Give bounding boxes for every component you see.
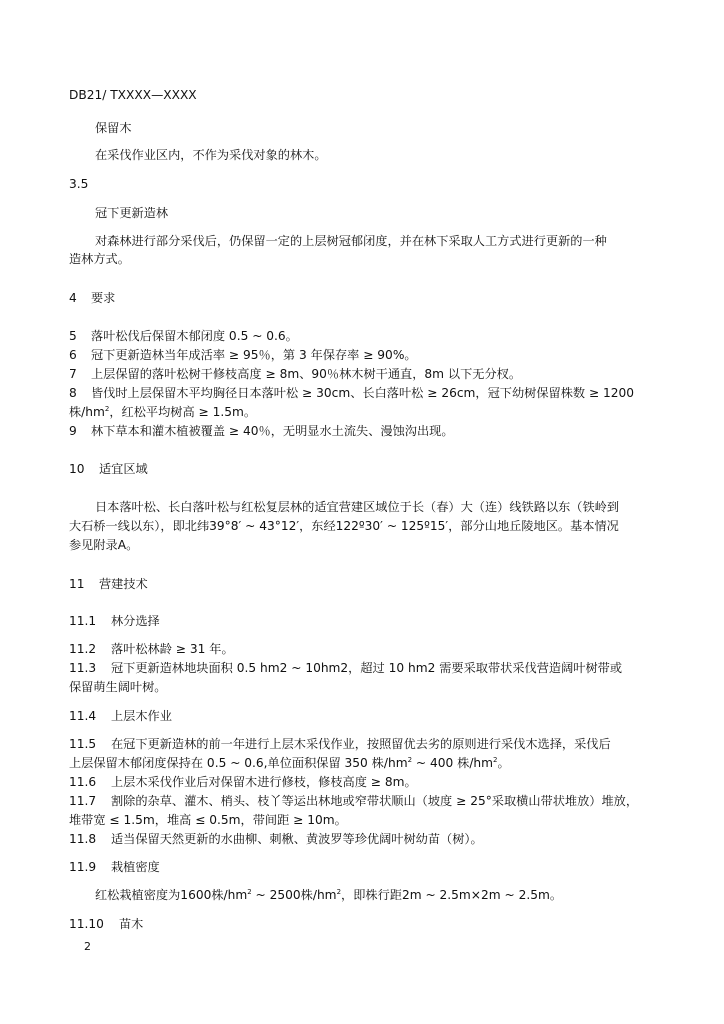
clause-text: 上层木采伐作业后对保留木进行修枝，修枝高度 ≥ 8m。	[111, 775, 417, 789]
clause-text: 林下草本和灌木植被覆盖 ≥ 40％，无明显水土流失、漫蚀沟出现。	[91, 424, 454, 438]
clause-text: 上层保留的落叶松树干修枝高度 ≥ 8m、90％林木树干通直，8m 以下无分杈。	[91, 367, 522, 381]
clause	[69, 327, 298, 345]
clause	[69, 792, 638, 810]
subsection-heading	[69, 707, 172, 725]
paragraph	[95, 886, 562, 904]
clause-text: 冠下更新造林当年成活率 ≥ 95％，第 3 年保存率 ≥ 90%。	[91, 348, 417, 362]
subsection-heading	[69, 915, 143, 933]
term-definition: 在采伐作业区内，不作为采伐对象的林木。	[95, 148, 327, 162]
subsection-number: 11.9	[69, 860, 97, 874]
page-number: 2	[84, 940, 91, 953]
subsection-number: 11.4	[69, 709, 97, 723]
term-number: 3.5	[69, 177, 89, 191]
clause-text: 落叶松林龄 ≥ 31 年。	[111, 642, 234, 656]
clause-number: 5	[69, 329, 77, 343]
term-definition: 对森林进行部分采伐后，仍保留一定的上层树冠郁闭度，并在林下采取人工方式进行更新的一种	[95, 234, 607, 248]
subsection-title: 上层木作业	[111, 709, 172, 723]
clause-text: 冠下更新造林地块面积 0.5 hm2 ~ 10hm2，超过 10 hm2 需要采取带状采伐营造阔叶树带或	[111, 661, 623, 675]
paragraph-text: ~ 2500株/hm	[251, 888, 337, 902]
clause-text: 落叶松伐后保留木郁闭度 0.5 ~ 0.6。	[91, 329, 298, 343]
clause-number: 11.3	[69, 661, 97, 675]
section-title: 营建技术	[99, 577, 148, 591]
clause-number: 11.6	[69, 775, 97, 789]
section-title: 适宜区域	[99, 462, 148, 476]
subsection-title: 苗木	[119, 917, 144, 931]
paragraph-text: 红松栽植密度为1600株/hm	[95, 888, 248, 902]
subsection-title: 林分选择	[111, 614, 160, 628]
superscript: 2	[336, 888, 342, 896]
clause	[69, 640, 234, 658]
term-name: 保留木	[95, 121, 132, 135]
clause	[69, 735, 611, 753]
paragraph-continued: 大石桥一线以东），即北纬39°8′ ~ 43°12′，东经122º30′ ~ 125º15′，部分山地丘陵地区。基本情况	[69, 519, 619, 533]
clause-text: 适当保留天然更新的水曲柳、刺楸、黄波罗等珍优阔叶树幼苗（树）。	[111, 832, 483, 846]
clause-continued	[69, 403, 256, 421]
clause-text: 割除的杂草、灌木、梢头、枝丫等运出林地或窄带状顺山（坡度 ≥ 25°采取横山带状堆放）堆放，	[111, 794, 639, 808]
clause	[69, 830, 483, 848]
clause-text: ，红松平均树高 ≥ 1.5m。	[109, 405, 257, 419]
section-number: 4	[69, 291, 77, 305]
clause	[69, 422, 454, 440]
clause-number: 11.5	[69, 737, 97, 751]
section-heading	[69, 575, 148, 593]
clause	[69, 773, 417, 791]
clause-continued: 保留萌生阔叶树。	[69, 680, 167, 694]
section-number: 10	[69, 462, 85, 476]
clause	[69, 384, 634, 402]
clause	[69, 346, 417, 364]
subsection-title: 栽植密度	[111, 860, 160, 874]
section-heading	[69, 289, 115, 307]
term-name: 冠下更新造林	[95, 206, 169, 220]
clause-text: 在冠下更新造林的前一年进行上层木采伐作业，按照留优去劣的原则进行采伐木选择，采伐后	[111, 737, 611, 751]
superscript: 2	[104, 405, 110, 413]
section-title: 要求	[91, 291, 116, 305]
clause	[69, 659, 622, 677]
clause-number: 8	[69, 386, 77, 400]
term-definition-continued: 造林方式。	[69, 252, 130, 266]
clause-number: 11.8	[69, 832, 97, 846]
clause-number: 7	[69, 367, 77, 381]
document-code: DB21/ TXXXX—XXXX	[69, 88, 197, 102]
subsection-heading	[69, 612, 160, 630]
paragraph: 日本落叶松、长白落叶松与红松复层林的适宜营建区域位于长（春）大（连）线铁路以东（铁岭到	[95, 500, 620, 514]
section-heading	[69, 460, 148, 478]
superscript: 2	[247, 888, 252, 896]
paragraph-text: ，即株行距2m ~ 2.5m×2m ~ 2.5m。	[341, 888, 563, 902]
clause-number: 11.2	[69, 642, 97, 656]
superscript: 2	[493, 756, 498, 764]
clause-text: ~ 400 株/hm	[412, 756, 494, 770]
subsection-heading	[69, 858, 160, 876]
subsection-number: 11.1	[69, 614, 97, 628]
clause-continued	[69, 754, 510, 772]
clause-text: 上层保留木郁闭度保持在 0.5 ~ 0.6,单位面积保留 350 株/hm	[69, 756, 408, 770]
clause-number: 6	[69, 348, 77, 362]
clause-continued: 堆带宽 ≤ 1.5m，堆高 ≤ 0.5m，带间距 ≥ 10m。	[69, 813, 347, 827]
subsection-number: 11.10	[69, 917, 104, 931]
clause-text: 株/hm	[69, 405, 105, 419]
paragraph-continued: 参见附录A。	[69, 538, 139, 552]
clause-number: 11.7	[69, 794, 97, 808]
superscript: 2	[407, 756, 413, 764]
clause-text: 。	[497, 756, 510, 770]
section-number: 11	[69, 577, 85, 591]
clause-text: 皆伐时上层保留木平均胸径日本落叶松 ≥ 30cm、长白落叶松 ≥ 26cm，冠下幼树保留株数 ≥ 1200	[91, 386, 635, 400]
clause-number: 9	[69, 424, 77, 438]
clause	[69, 365, 521, 383]
